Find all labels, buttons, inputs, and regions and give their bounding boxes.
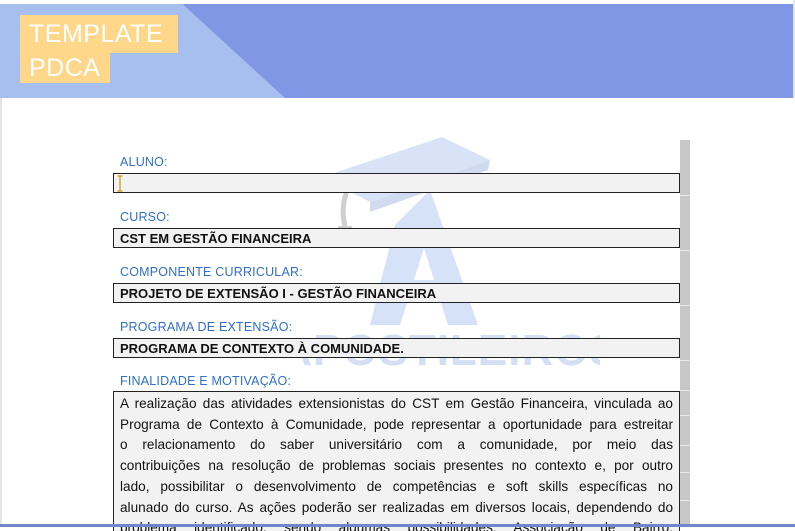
finalidade-motivacao-label: FINALIDADE E MOTIVAÇÃO: (120, 374, 292, 388)
paragraph-line: lado, possibilitar o desenvolvimento de competências e soft skills específicas no (120, 478, 673, 494)
paragraph-line: Programa de Contexto à Comunidade, pode representar a oportunidade para estreitar (120, 416, 673, 432)
header-banner (0, 0, 795, 98)
programa-extensao-input[interactable]: PROGRAMA DE CONTEXTO À COMUNIDADE. (113, 338, 680, 358)
aluno-input[interactable] (113, 173, 680, 193)
componente-curricular-label: COMPONENTE CURRICULAR: (120, 265, 303, 279)
paragraph-line: A realização das atividades extensionistas do CST em Gestão Financeira, vinculada ao (120, 396, 673, 411)
template-title-line2: PDCA (20, 53, 110, 83)
paragraph-line: o relacionamento do saber universitário com a comunidade, por meio das (120, 437, 673, 453)
paragraph-line: contribuições na resolução de problemas sociais presentes no contexto e, por outro (120, 458, 673, 474)
vertical-scrollbar[interactable] (680, 140, 690, 527)
curso-label: CURSO: (120, 210, 170, 224)
componente-curricular-input[interactable]: PROJETO DE EXTENSÃO I - GESTÃO FINANCEIRA (113, 283, 680, 303)
template-title-line1: TEMPLATE (20, 15, 178, 53)
text-cursor-icon (117, 175, 123, 192)
finalidade-motivacao-textbox[interactable] (113, 391, 680, 531)
curso-input[interactable]: CST EM GESTÃO FINANCEIRA (113, 228, 680, 248)
banner-top-edge (0, 0, 795, 4)
programa-extensao-label: PROGRAMA DE EXTENSÃO: (120, 320, 293, 334)
aluno-label: ALUNO: (120, 155, 168, 169)
page-left-edge (0, 98, 2, 527)
paragraph-line: alunado do curso. As ações poderão ser realizadas em diversos locais, dependendo do (120, 499, 673, 515)
